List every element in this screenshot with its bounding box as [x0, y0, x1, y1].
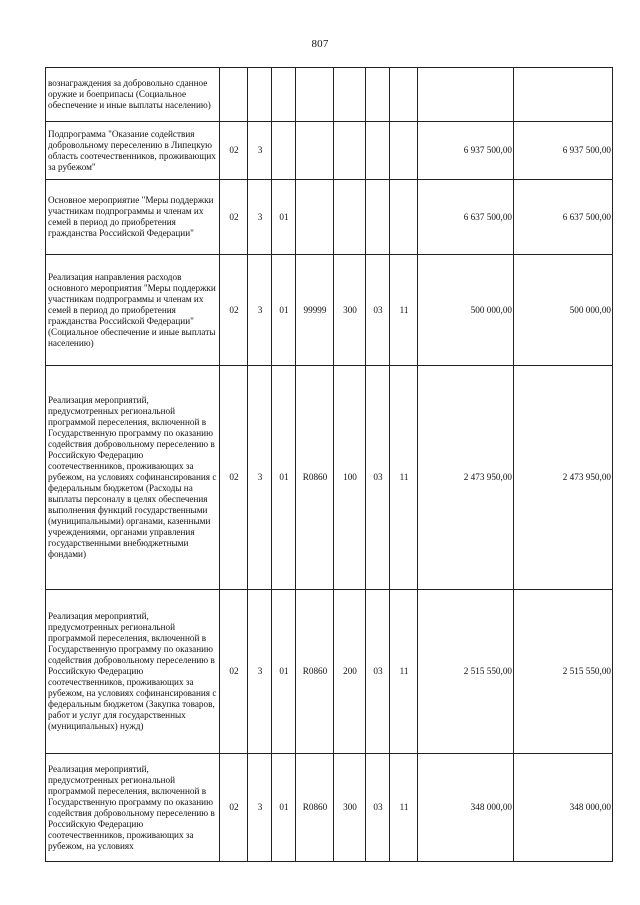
- amount-cell-2: 6 637 500,00: [514, 180, 613, 255]
- expense-direction-cell: R0860: [296, 366, 334, 590]
- row-name-cell: Основное мероприятие "Меры поддержки участникам подпрограммы и членам их семей в период до приобретения гражданства Российской Федерации": [46, 180, 220, 255]
- main-activity-code-cell: 01: [272, 366, 296, 590]
- expense-direction-cell: R0860: [296, 590, 334, 754]
- program-code-cell: 02: [220, 754, 248, 862]
- amount-cell-1: 2 515 550,00: [418, 590, 514, 754]
- amount-cell-1: [418, 68, 514, 122]
- program-code-cell: 02: [220, 122, 248, 180]
- amount-cell-2: [514, 68, 613, 122]
- program-code-cell: 02: [220, 180, 248, 255]
- section-code-cell: 03: [366, 754, 390, 862]
- expense-type-cell: 100: [334, 366, 366, 590]
- main-activity-code-cell: [272, 122, 296, 180]
- expense-type-cell: [334, 68, 366, 122]
- subsection-code-cell: [390, 68, 418, 122]
- row-name-cell: Реализация мероприятий, предусмотренных региональной программой переселения, включенной в Государственную программу по оказанию содействия добровольному переселению в Российскую Федерацию соотечественников, проживающих за рубежом, на условиях софинансирования с федеральным бюджетом (Закупка товаров, работ и услуг для государственных (муниципальных) нужд): [46, 590, 220, 754]
- amount-cell-1: 2 473 950,00: [418, 366, 514, 590]
- subsection-code-cell: [390, 122, 418, 180]
- subsection-code-cell: 11: [390, 255, 418, 366]
- subprogram-code-cell: 3: [248, 122, 272, 180]
- row-name-cell: Реализация мероприятий, предусмотренных региональной программой переселения, включенной в Государственную программу по оказанию содействия добровольному переселению в Российскую Федерацию соотечественников, проживающих за рубежом, на условиях софинансирования с федеральным бюджетом (Расходы на выплаты персоналу в целях обеспечения выполнения функций государственными (муниципальными) органами, казенными учреждениями, органами управления государственными внебюджетными фондами): [46, 366, 220, 590]
- subprogram-code-cell: 3: [248, 255, 272, 366]
- row-name-cell: вознаграждения за добровольно сданное оружие и боеприпасы (Социальное обеспечение и иные выплаты населению): [46, 68, 220, 122]
- page-number: 807: [311, 38, 329, 50]
- amount-cell-1: 6 637 500,00: [418, 180, 514, 255]
- table-row: [46, 255, 613, 366]
- section-code-cell: [366, 68, 390, 122]
- subsection-code-cell: 11: [390, 590, 418, 754]
- main-activity-code-cell: 01: [272, 590, 296, 754]
- amount-cell-2: 348 000,00: [514, 754, 613, 862]
- row-name-cell: Реализация направления расходов основного мероприятия "Меры поддержки участникам подпрограммы и членам их семей в период до приобретения гражданства Российской Федерации" (Социальное обеспечение и иные выплаты населению): [46, 255, 220, 366]
- table-row: [46, 754, 613, 862]
- program-code-cell: 02: [220, 366, 248, 590]
- main-activity-code-cell: [272, 68, 296, 122]
- main-activity-code-cell: 01: [272, 754, 296, 862]
- subsection-code-cell: [390, 180, 418, 255]
- amount-cell-1: 500 000,00: [418, 255, 514, 366]
- expense-type-cell: 300: [334, 255, 366, 366]
- amount-cell-2: 2 473 950,00: [514, 366, 613, 590]
- expense-direction-cell: [296, 122, 334, 180]
- expense-direction-cell: R0860: [296, 754, 334, 862]
- section-code-cell: 03: [366, 366, 390, 590]
- subprogram-code-cell: 3: [248, 366, 272, 590]
- row-name-cell: Реализация мероприятий, предусмотренных региональной программой переселения, включенной в Государственную программу по оказанию содействия добровольному переселению в Российскую Федерацию соотечественников, проживающих за рубежом, на условиях: [46, 754, 220, 862]
- subprogram-code-cell: 3: [248, 180, 272, 255]
- row-name-cell: Подпрограмма "Оказание содействия добровольному переселению в Липецкую область соотечественников, проживающих за рубежом": [46, 122, 220, 180]
- program-code-cell: 02: [220, 590, 248, 754]
- main-activity-code-cell: 01: [272, 180, 296, 255]
- program-code-cell: 02: [220, 255, 248, 366]
- expense-direction-cell: 99999: [296, 255, 334, 366]
- table-row: [46, 122, 613, 180]
- subprogram-code-cell: 3: [248, 754, 272, 862]
- section-code-cell: [366, 180, 390, 255]
- expense-type-cell: 200: [334, 590, 366, 754]
- section-code-cell: 03: [366, 255, 390, 366]
- amount-cell-1: 6 937 500,00: [418, 122, 514, 180]
- amount-cell-2: 6 937 500,00: [514, 122, 613, 180]
- budget-table: [45, 67, 613, 862]
- subsection-code-cell: 11: [390, 754, 418, 862]
- subprogram-code-cell: 3: [248, 590, 272, 754]
- expense-direction-cell: [296, 180, 334, 255]
- amount-cell-2: 500 000,00: [514, 255, 613, 366]
- subprogram-code-cell: [248, 68, 272, 122]
- expense-type-cell: [334, 122, 366, 180]
- program-code-cell: [220, 68, 248, 122]
- main-activity-code-cell: 01: [272, 255, 296, 366]
- expense-type-cell: [334, 180, 366, 255]
- expense-type-cell: 300: [334, 754, 366, 862]
- table-row: [46, 180, 613, 255]
- section-code-cell: [366, 122, 390, 180]
- table-row: [46, 590, 613, 754]
- expense-direction-cell: [296, 68, 334, 122]
- amount-cell-1: 348 000,00: [418, 754, 514, 862]
- section-code-cell: 03: [366, 590, 390, 754]
- table-row: [46, 366, 613, 590]
- amount-cell-2: 2 515 550,00: [514, 590, 613, 754]
- budget-table-body: [46, 68, 613, 862]
- subsection-code-cell: 11: [390, 366, 418, 590]
- table-row: [46, 68, 613, 122]
